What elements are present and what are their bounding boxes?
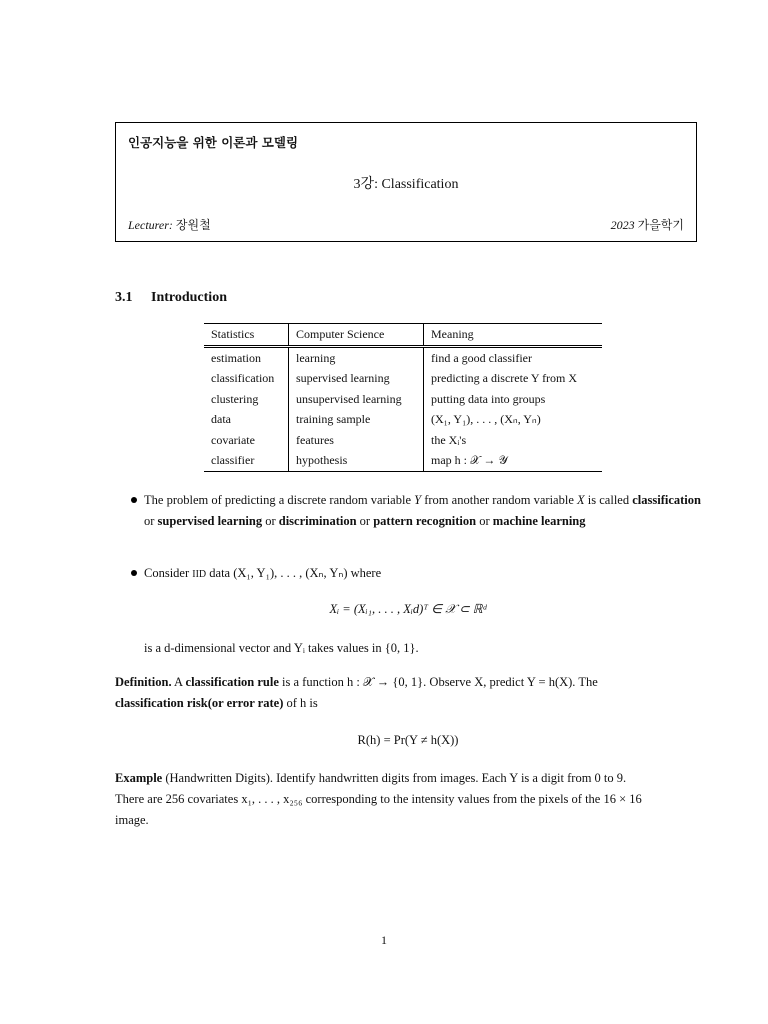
text: Consider (144, 566, 193, 580)
section-title: Introduction (151, 290, 227, 305)
course-title: 인공지능을 위한 이론과 모델링 (128, 135, 299, 150)
term-name: 가을학기 (637, 218, 684, 232)
var: X (577, 493, 585, 507)
table-header-row (204, 324, 602, 347)
term: discrimination (278, 514, 357, 528)
table-cell: map h : 𝒳 → 𝒴 (424, 451, 603, 472)
table-row (204, 451, 602, 472)
text: (Handwritten Digits). Identify handwritten digits from images. Each Y is a digit from 0 to 9. (162, 771, 627, 785)
table-cell: classification (204, 369, 289, 390)
table-header-cell: Statistics (204, 324, 289, 347)
text: or (476, 514, 493, 528)
text: of h is (283, 696, 318, 710)
definition-label: Definition. (115, 675, 172, 689)
table-cell: find a good classifier (431, 350, 532, 365)
table-cell: clustering (204, 389, 289, 410)
section-heading (115, 290, 227, 306)
table-row (204, 410, 602, 431)
term: classification risk(or error rate) (115, 696, 284, 710)
page-number: 1 (381, 933, 387, 947)
table-header-cell: Computer Science (289, 324, 424, 347)
text: A (171, 675, 186, 689)
table-row (204, 430, 602, 451)
table-cell: covariate (204, 430, 289, 451)
lecturer (128, 216, 211, 233)
example-paragraph (115, 768, 701, 831)
text: is a function h : 𝒳 → {0, 1}. Observe X, predict Y = h(X). The (278, 675, 598, 689)
table-cell: predicting a discrete Y from X (431, 371, 578, 386)
text: or (262, 514, 279, 528)
table-cell: learning (289, 347, 424, 369)
term: classification rule (185, 675, 279, 689)
term: pattern recognition (373, 514, 477, 528)
bullet-classification (144, 490, 701, 532)
table-cell: (X₁, Y₁), . . . , (Xₙ, Yₙ) (431, 412, 541, 427)
term: classification (632, 493, 701, 507)
text: or (356, 514, 374, 528)
table-cell: hypothesis (289, 451, 424, 472)
table-row (204, 389, 602, 410)
table-header-cell: Meaning (424, 324, 603, 347)
table-cell: data (204, 410, 289, 431)
section-number: 3.1 (115, 290, 133, 305)
text: image. (115, 813, 149, 827)
table-row (204, 347, 602, 369)
table-cell: the Xᵢ's (431, 432, 467, 447)
table-cell: unsupervised learning (289, 389, 424, 410)
table-cell: classifier (204, 451, 289, 472)
lecture-header (115, 122, 697, 242)
table-cell: features (289, 430, 424, 451)
table-cell: training sample (289, 410, 424, 431)
text: data (X₁, Y₁), . . . , (Xₙ, Yₙ) where (206, 566, 382, 580)
table-cell: putting data into groups (431, 391, 546, 406)
term (611, 216, 684, 233)
bullet-iid-continued: is a d-dimensional vector and Yᵢ takes values in {0, 1}. (144, 641, 419, 655)
equation-xi: Xᵢ = (Xᵢ₁, . . . , Xᵢd)ᵀ ∈ 𝒳 ⊂ ℝᵈ (329, 602, 487, 616)
text: There are 256 covariates x₁, . . . , x₂₅₆ corresponding to the intensity values from the pixels of the 16 × 16 (115, 792, 642, 806)
definition-paragraph (115, 672, 701, 714)
terminology-table (204, 323, 602, 472)
lecture-title: 3강: Classification (353, 177, 459, 192)
lecturer-name: 장원철 (175, 218, 211, 232)
bullet-iid-data (144, 563, 701, 585)
term: supervised learning (157, 514, 263, 528)
bullet-icon (131, 497, 137, 503)
iid-abbrev: IID (192, 569, 207, 580)
table-cell: estimation (204, 347, 289, 369)
text: is called (584, 493, 633, 507)
text: from another random variable (421, 493, 577, 507)
table-row (204, 369, 602, 390)
term: machine learning (492, 514, 586, 528)
table-cell: supervised learning (289, 369, 424, 390)
text: or (144, 514, 158, 528)
var: Y (414, 493, 422, 507)
text: The problem of predicting a discrete random variable (144, 493, 415, 507)
term-year: 2023 (610, 218, 635, 232)
bullet-icon (131, 570, 137, 576)
lecturer-label: Lecturer: (128, 218, 173, 232)
example-label: Example (115, 771, 163, 785)
equation-risk: R(h) = Pr(Y ≠ h(X)) (357, 733, 459, 747)
